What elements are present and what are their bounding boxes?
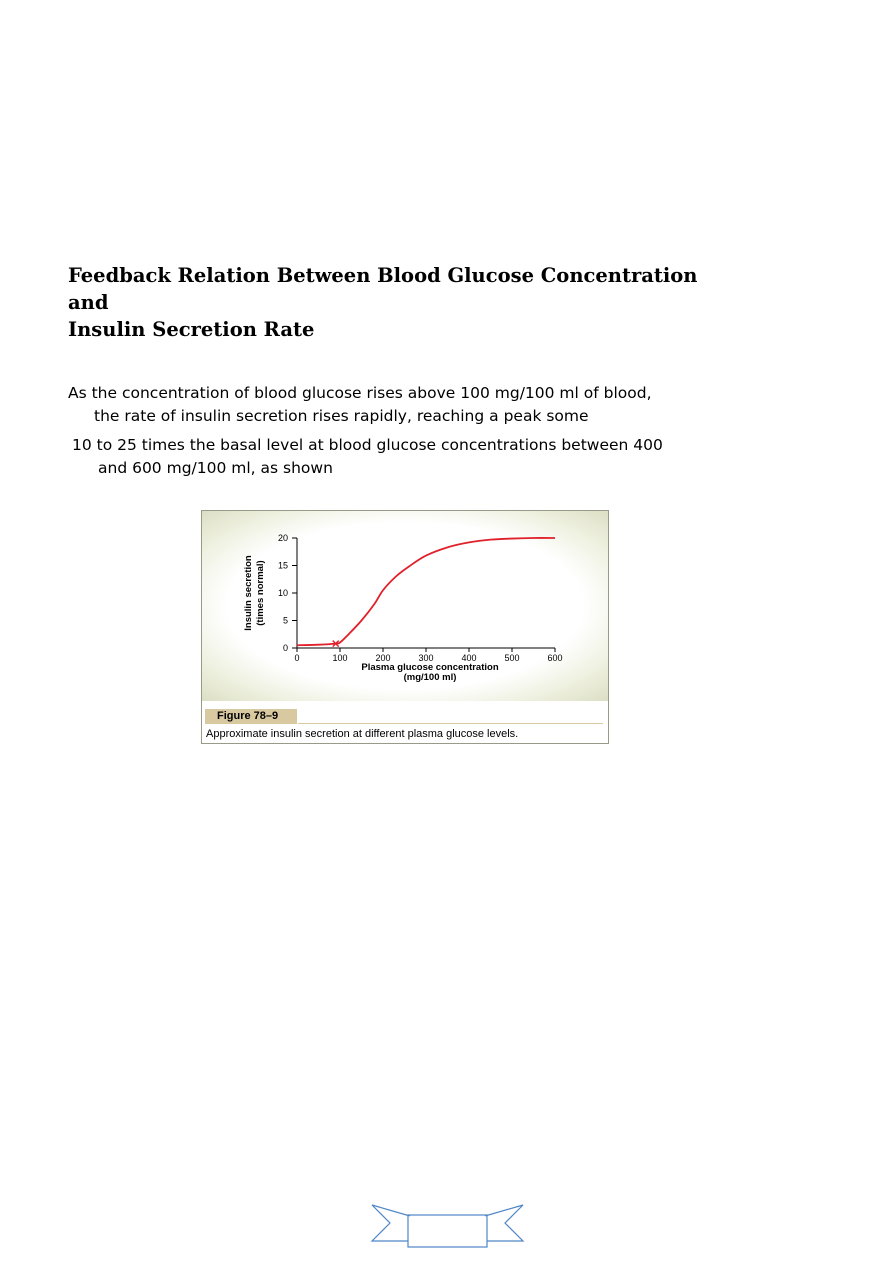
chart-panel	[202, 511, 608, 701]
x-tick-label: 300	[418, 653, 434, 663]
paragraph-2-line-2: and 600 mg/100 ml, as shown	[98, 459, 333, 477]
x-axis-label: Plasma glucose concentration	[361, 662, 499, 673]
series-line-insulin-secretion	[297, 538, 555, 645]
x-tick-label: 600	[547, 653, 563, 663]
paragraph-1-line-1: As the concentration of blood glucose rises above 100 mg/100 ml of blood,	[68, 384, 652, 402]
figure-78-9	[201, 510, 609, 744]
x-axis-units: (mg/100 ml)	[403, 672, 457, 683]
heading-line-3: Insulin Secretion Rate	[68, 318, 315, 341]
figure-label: Figure 78–9	[205, 709, 297, 724]
heading-line-1: Feedback Relation Between Blood Glucose Concentration	[68, 264, 698, 287]
y-axis-units: (times normal)	[255, 560, 266, 626]
paragraph-1	[68, 382, 708, 428]
paragraph-1-line-2: the rate of insulin secretion rises rapidly, reaching a peak some	[94, 407, 589, 425]
paragraph-2	[72, 434, 712, 480]
chart-axes	[297, 538, 555, 648]
insulin-secretion-chart	[202, 511, 608, 701]
paragraph-2-line-1: 10 to 25 times the basal level at blood glucose concentrations between 400	[72, 436, 663, 454]
ribbon-banner-icon	[370, 1203, 525, 1249]
x-tick-label: 100	[332, 653, 348, 663]
x-tick-label: 500	[504, 653, 520, 663]
y-tick-label: 5	[282, 615, 288, 626]
figure-caption: Approximate insulin secretion at different plasma glucose levels.	[206, 728, 519, 740]
x-tick-label: 0	[294, 653, 300, 663]
y-tick-label: 10	[277, 588, 288, 598]
heading-line-2: and	[68, 291, 109, 314]
y-tick-label: 15	[277, 560, 288, 571]
y-tick-label: 20	[277, 533, 288, 543]
section-heading	[68, 262, 768, 343]
chart-ticks	[278, 533, 563, 663]
y-axis-label: Insulin secretion	[243, 555, 254, 631]
x-tick-label: 400	[461, 653, 477, 663]
x-tick-label: 200	[375, 653, 391, 663]
y-tick-label: 0	[282, 643, 288, 653]
figure-label-rule	[298, 723, 603, 724]
